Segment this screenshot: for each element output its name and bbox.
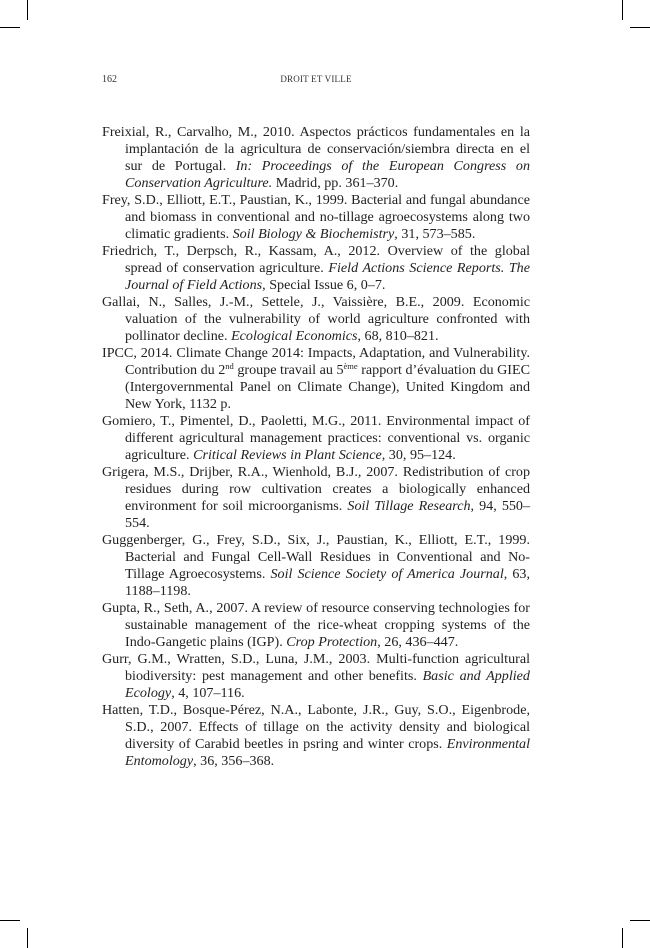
reference-entry: Grigera, M.S., Drijber, R.A., Wienhold, B.J., 2007. Redistribution of crop residues during row cultivation creates a biologically enhanced environment for soil microorganisms. Soil Tillage Research, 94, 550–554. [102,464,530,531]
reference-entry: Gomiero, T., Pimentel, D., Paoletti, M.G., 2011. Environmental impact of different agricultural management practices: conventional vs. organic agriculture. Critical Reviews in Plant Science, 30, 95–124. [102,413,530,463]
reference-entry: Friedrich, T., Derpsch, R., Kassam, A., 2012. Overview of the global spread of conservation agriculture. Field Actions Science Reports. The Journal of Field Actions, Special Issue 6, 0–7. [102,243,530,293]
reference-entry: Gurr, G.M., Wratten, S.D., Luna, J.M., 2003. Multi-function agricultural biodiversity: pest management and other benefits. Basic and Applied Ecology, 4, 107–116. [102,651,530,701]
reference-entry: Guggenberger, G., Frey, S.D., Six, J., Paustian, K., Elliott, E.T., 1999. Bacterial and Fungal Cell-Wall Residues in Conventional and No-Tillage Agroecosystems. Soil Science Society of America Journal, 63, 1188–1198. [102,532,530,599]
crop-mark-top-left [27,0,28,20]
reference-list [102,124,530,770]
running-head: DROIT ET VILLE [280,74,352,84]
crop-mark-bottom-left [0,920,20,921]
reference-entry: Freixial, R., Carvalho, M., 2010. Aspectos prácticos fundamentales en la implantación de la agricultura de conservación/siembra directa en el sur de Portugal. In: Proceedings of the European Congress on Conservation Agriculture. Madrid, pp. 361–370. [102,124,530,191]
reference-entry: Hatten, T.D., Bosque-Pérez, N.A., Labonte, J.R., Guy, S.O., Eigenbrode, S.D., 2007. Effects of tillage on the activity density and biological diversity of Carabid beetles in psring and winter crops. Environmental Entomology, 36, 356–368. [102,702,530,769]
crop-mark-bottom-right [630,920,650,921]
crop-mark-bottom-right [622,928,623,948]
crop-mark-top-right [630,27,650,28]
reference-entry: IPCC, 2014. Climate Change 2014: Impacts, Adaptation, and Vulnerability. Contribution du 2nd groupe travail au 5ème rapport d’évaluation du GIEC (Intergovernmental Panel on Climate Change), United Kingdom and New York, 1132 p. [102,345,530,412]
reference-entry: Gallai, N., Salles, J.-M., Settele, J., Vaissière, B.E., 2009. Economic valuation of the vulnerability of world agriculture confronted with pollinator decline. Ecological Economics, 68, 810–821. [102,294,530,344]
page-header [102,74,530,88]
crop-mark-top-left [0,27,20,28]
page-number: 162 [102,74,117,85]
crop-mark-bottom-left [27,928,28,948]
reference-entry: Gupta, R., Seth, A., 2007. A review of resource conserving technologies for sustainable management of the rice-wheat cropping systems of the Indo-Gangetic plains (IGP). Crop Protection, 26, 436–447. [102,600,530,650]
crop-mark-top-right [622,0,623,20]
reference-entry: Frey, S.D., Elliott, E.T., Paustian, K., 1999. Bacterial and fungal abundance and biomass in conventional and no-tillage agroecosystems along two climatic gradients. Soil Biology & Biochemistry, 31, 573–585. [102,192,530,242]
